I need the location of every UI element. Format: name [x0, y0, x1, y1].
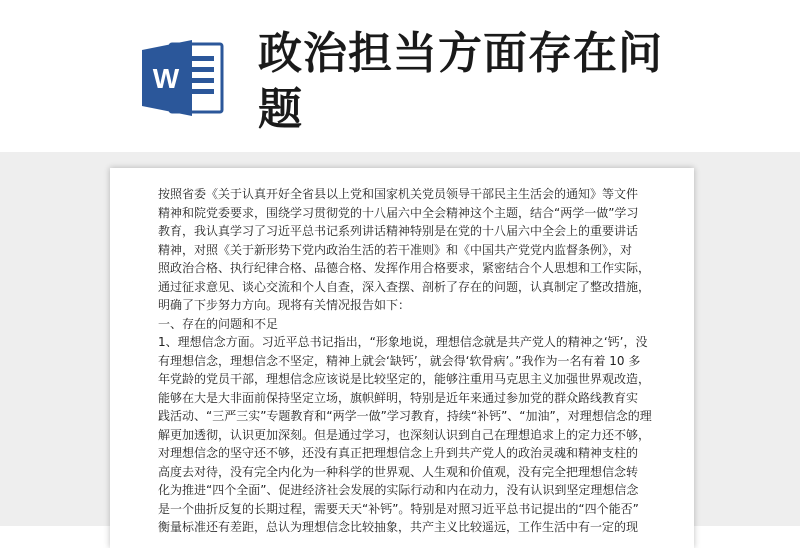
body-line: 年党龄的党员干部，理想信念应该说是比较坚定的，能够注重用马克思主义加强世界观改造， — [158, 372, 651, 386]
body-line: 化为推进“四个全面”、促进经济社会发展的实际行动和内在动力，没有认识到坚定理想信念 — [158, 483, 639, 497]
body-line: 是一个曲折反复的长期过程，需要天天“补钙”。特别是对照习近平总书记提出的“四个能否” — [158, 501, 639, 516]
body-line: 通过征求意见、谈心交流和个人自查，深入查摆、剖析了存在的问题，认真制定了整改措施， — [158, 279, 651, 294]
body-line: 践活动、“三严三实”专题教育和“两学一做”学习教育，持续“补钙”、“加油”，对理想信念的理 — [158, 409, 652, 423]
body-line: 对理想信念的坚守还不够，还没有真正把理想信念上升到共产党人的政治灵魂和精神支柱的 — [158, 446, 639, 460]
body-line: 1、理想信念方面。习近平总书记指出，“形象地说，理想信念就是共产党人的精神之‘钙’，没 — [158, 335, 648, 349]
body-line: 按照省委《关于认真开好全省县以上党和国家机关党员领导干部民主生活会的通知》等文件 — [158, 187, 639, 201]
body-line: 明确了下步努力方向。现将有关情况报告如下： — [158, 298, 411, 312]
body-line: 解更加透彻，认识更加深刻。但是通过学习，也深刻认识到自己在理想追求上的定力还不够， — [158, 427, 651, 442]
body-line: 精神，对照《关于新形势下党内政治生活的若干准则》和《中国共产党党内监督条例》，对 — [158, 242, 633, 257]
section-heading: 一、存在的问题和不足 — [158, 316, 279, 331]
body-line: 精神和院党委要求，围绕学习贯彻党的十八届六中全会精神这个主题，结合“两学一做”学习 — [158, 205, 639, 220]
word-icon-letter: W — [152, 63, 180, 94]
body-line: 有理想信念，理想信念不坚定，精神上就会‘缺钙’，就会得‘软骨病’。”我作为一名有着 10 多 — [158, 353, 641, 368]
body-line: 能够在大是大非面前保持坚定立场，旗帜鲜明，特别是近年来通过参加党的群众路线教育实 — [158, 390, 639, 405]
document-page — [110, 168, 694, 548]
body-line: 衡量标准还有差距，总认为理想信念比较抽象，共产主义比较遥远，工作生活中有一定的现 — [158, 520, 639, 534]
document-title-line: 政治担当方面存在问 — [258, 28, 663, 79]
document-body — [158, 185, 652, 537]
document-title — [258, 26, 728, 138]
body-line: 教育，我认真学习了习近平总书记系列讲话精神特别是在党的十八届六中全会上的重要讲话 — [158, 224, 639, 238]
body-line: 高度去对待，没有完全内化为一种科学的世界观、人生观和价值观，没有完全把理想信念转 — [158, 464, 639, 479]
document-title-line: 题 — [258, 84, 303, 135]
microsoft-word-icon — [140, 38, 226, 118]
body-line: 照政治合格、执行纪律合格、品德合格、发挥作用合格要求，紧密结合个人思想和工作实际， — [158, 261, 651, 275]
document-header — [0, 0, 800, 160]
